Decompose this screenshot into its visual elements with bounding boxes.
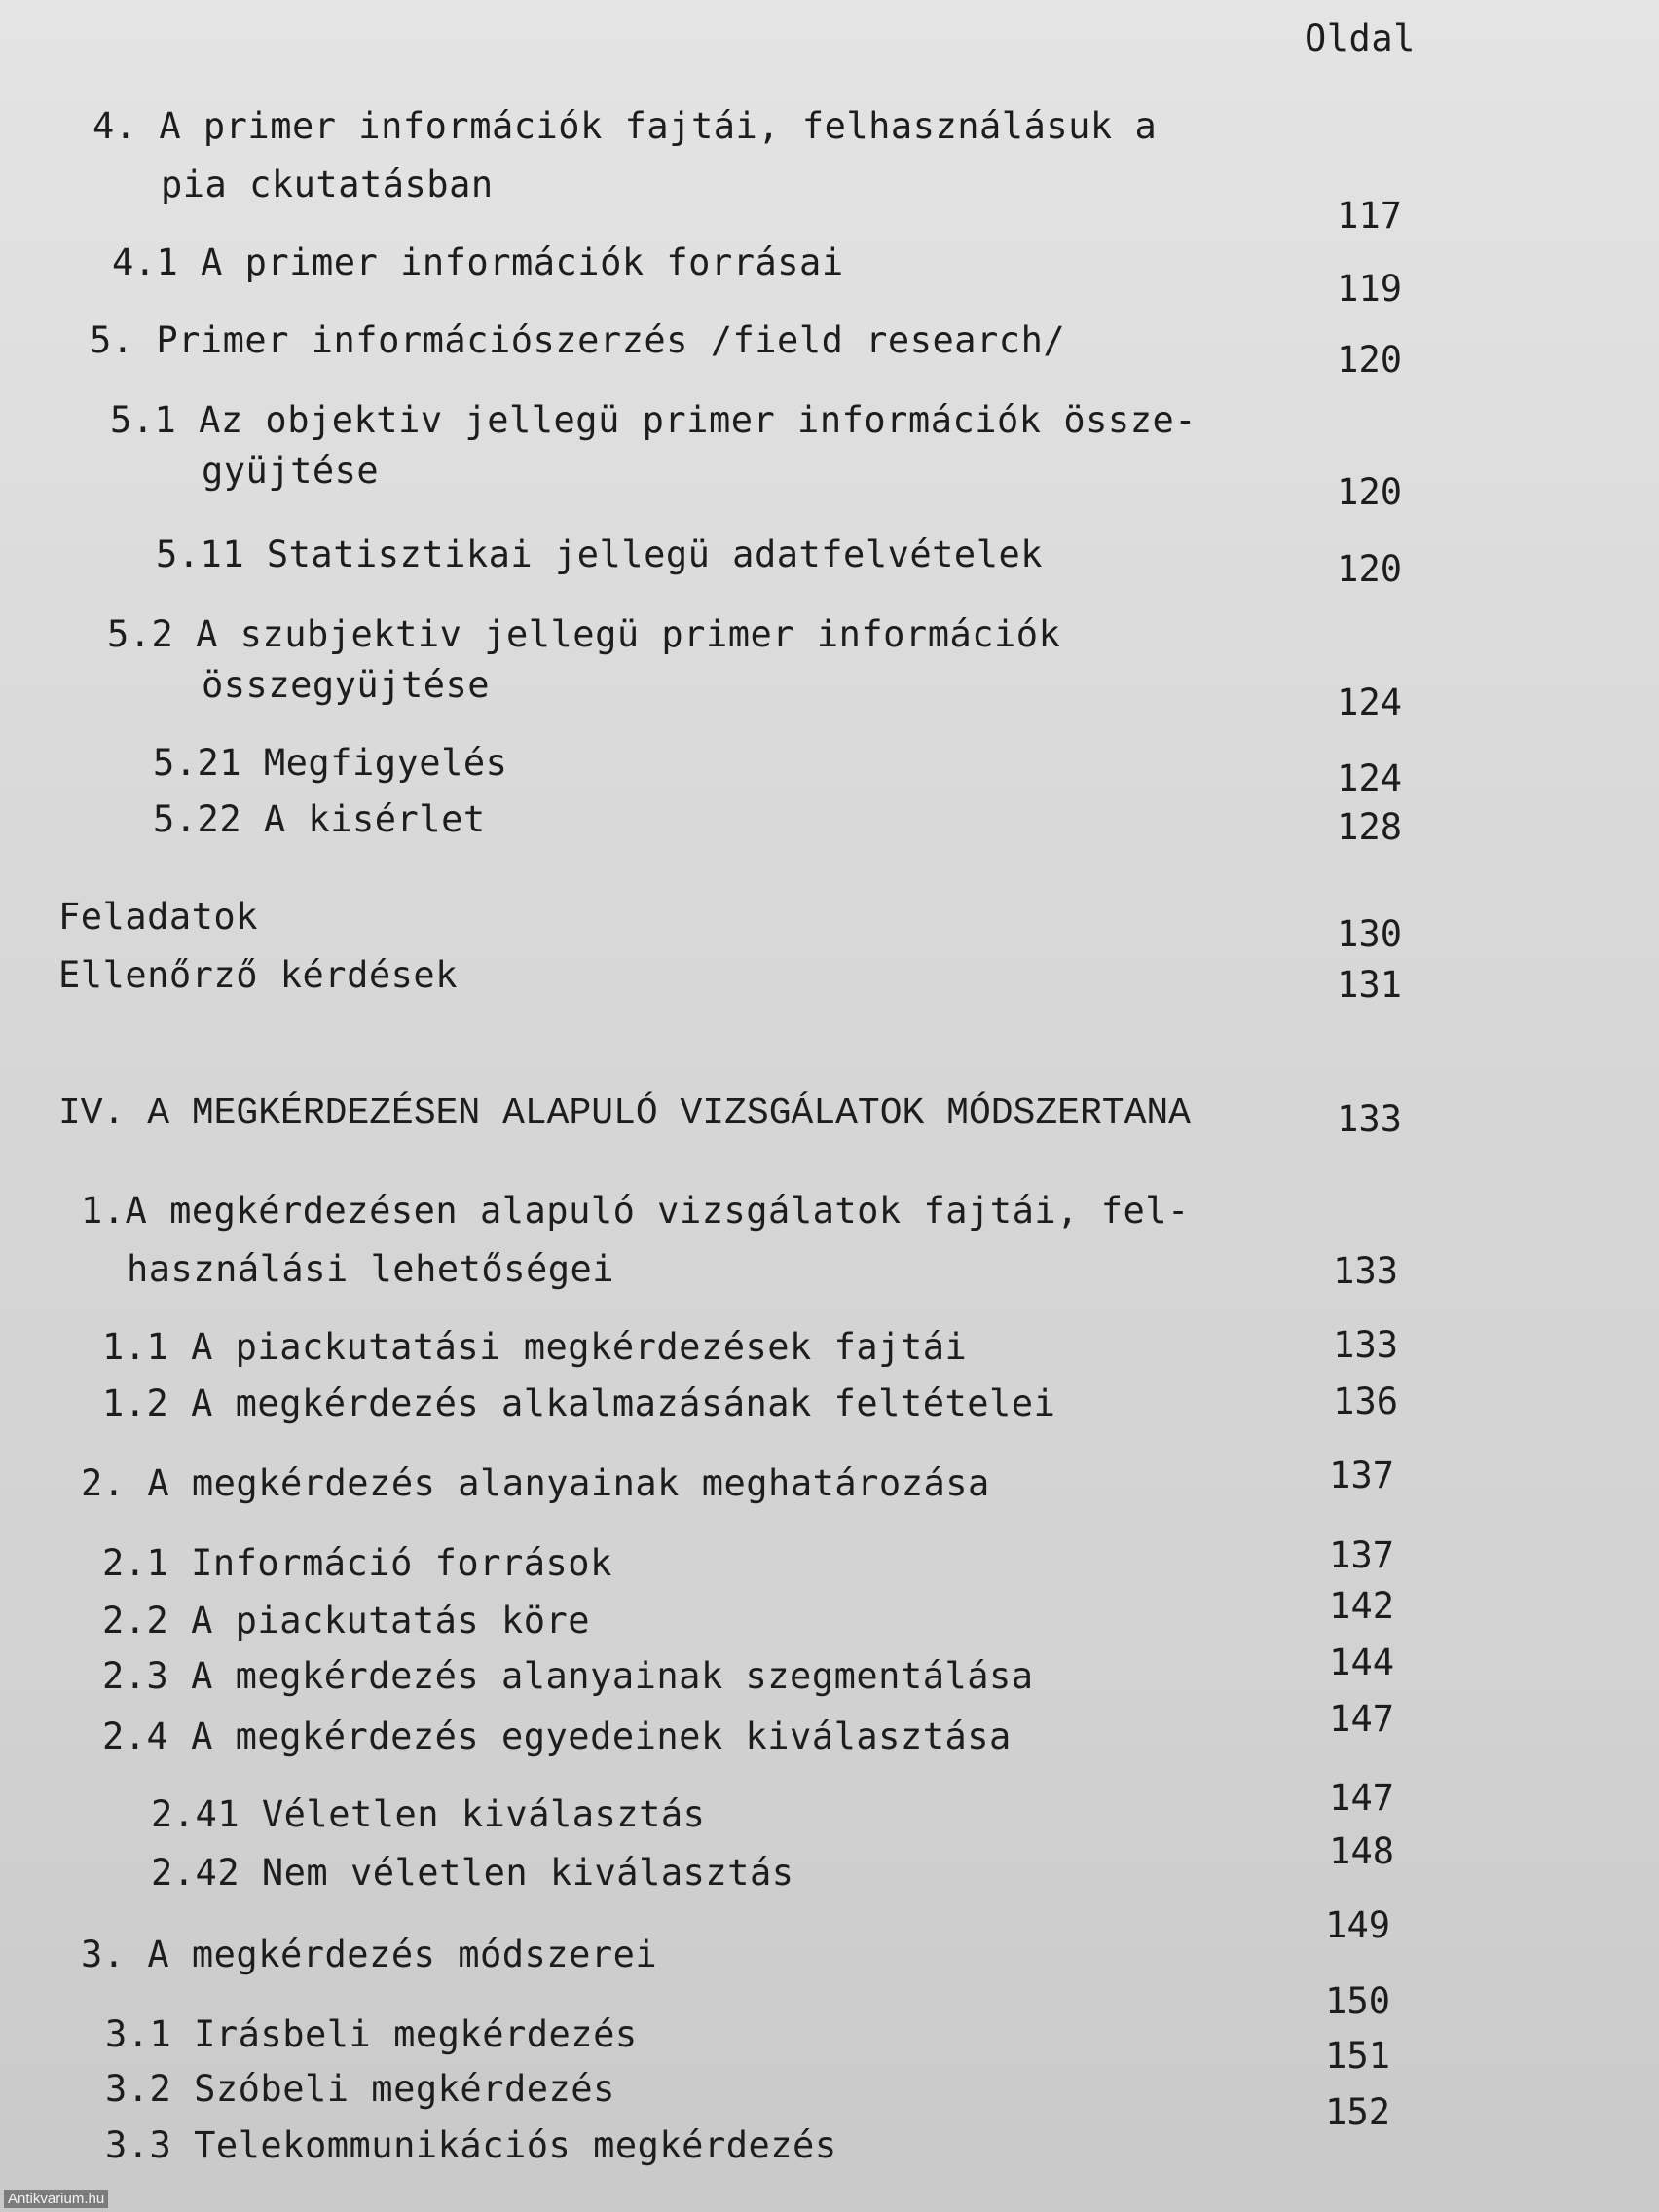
toc-page-iv-1-1: 133 — [1333, 1324, 1398, 1366]
toc-entry-iv-3-3: 3.3 Telekommunikációs megkérdezés — [105, 2124, 837, 2166]
toc-entry-5-11: 5.11 Statisztikai jellegü adatfelvételek — [156, 534, 1044, 575]
toc-chapter-iv: IV. A MEGKÉRDEZÉSEN ALAPULÓ VIZSGÁLATOK MÓDSZERTANA — [58, 1092, 1191, 1134]
toc-page-5-2: 124 — [1337, 682, 1402, 723]
toc-entry-iv-2-1: 2.1 Információ források — [102, 1542, 612, 1584]
toc-page-iv-3-1: 150 — [1325, 1980, 1390, 2022]
toc-entry-5-2: 5.2 A szubjektiv jellegü primer információk — [107, 613, 1061, 655]
toc-page-ellenorzo: 131 — [1337, 964, 1402, 1006]
toc-page-4: 117 — [1337, 195, 1402, 237]
toc-page-5-22: 128 — [1337, 806, 1402, 848]
toc-page-5-21: 124 — [1337, 757, 1402, 799]
toc-page-iv-1-2: 136 — [1333, 1381, 1398, 1422]
toc-entry-iv-2: 2. A megkérdezés alanyainak meghatározása — [81, 1462, 990, 1504]
toc-entry-iv-2-41: 2.41 Véletlen kiválasztás — [151, 1793, 706, 1835]
toc-page-5-1: 120 — [1337, 471, 1402, 513]
toc-page-iv-1: 133 — [1333, 1250, 1398, 1292]
toc-entry-5-1-cont: gyüjtése — [202, 450, 380, 492]
toc-entry-5-21: 5.21 Megfigyelés — [153, 742, 508, 784]
toc-page-iv-2-41: 147 — [1329, 1777, 1394, 1819]
toc-entry-iv-1-2: 1.2 A megkérdezés alkalmazásának feltételei — [102, 1382, 1056, 1424]
toc-page-iv-3-3: 152 — [1325, 2091, 1390, 2133]
toc-page-4-1: 119 — [1337, 268, 1402, 310]
toc-page-iv-2-3: 144 — [1329, 1641, 1394, 1683]
watermark-text: Antikvarium.hu — [4, 2190, 108, 2208]
toc-entry-4-cont: pia ckutatásban — [161, 164, 494, 205]
toc-entry-4-1: 4.1 A primer információk forrásai — [112, 241, 844, 283]
toc-page-iv-2-4: 147 — [1329, 1698, 1394, 1740]
toc-entry-iv-2-42: 2.42 Nem véletlen kiválasztás — [151, 1852, 794, 1894]
toc-entry-feladatok: Feladatok — [58, 896, 258, 938]
toc-page-chapter-iv: 133 — [1337, 1098, 1402, 1140]
toc-entry-iv-1-1: 1.1 A piackutatási megkérdezések fajtái — [102, 1326, 968, 1368]
toc-entry-iv-3-1: 3.1 Irásbeli megkérdezés — [105, 2013, 638, 2055]
toc-entry-5-22: 5.22 A kisérlet — [153, 798, 486, 840]
toc-entry-5: 5. Primer információszerzés /field research/ — [90, 319, 1066, 361]
toc-entry-iv-3: 3. A megkérdezés módszerei — [81, 1934, 658, 1975]
toc-entry-ellenorzo: Ellenőrző kérdések — [58, 954, 458, 996]
toc-entry-5-1: 5.1 Az objektiv jellegü primer információk össze- — [110, 399, 1198, 441]
toc-entry-iv-1-cont: használási lehetőségei — [127, 1248, 615, 1290]
toc-entry-iv-2-3: 2.3 A megkérdezés alanyainak szegmentálása — [102, 1655, 1034, 1697]
toc-page-iv-2-1: 137 — [1329, 1534, 1394, 1576]
toc-entry-iv-3-2: 3.2 Szóbeli megkérdezés — [105, 2068, 615, 2110]
toc-page-iv-2: 137 — [1329, 1455, 1394, 1496]
toc-page-iv-3-2: 151 — [1325, 2035, 1390, 2077]
toc-page-feladatok: 130 — [1337, 913, 1402, 955]
toc-entry-4: 4. A primer információk fajtái, felhasználásuk a — [92, 105, 1158, 147]
toc-entry-5-2-cont: összegyüjtése — [202, 664, 491, 706]
toc-page-5-11: 120 — [1337, 548, 1402, 590]
page-column-header: Oldal — [1305, 18, 1416, 59]
toc-page-iv-3: 149 — [1325, 1904, 1390, 1946]
toc-page-iv-2-42: 148 — [1329, 1830, 1394, 1872]
toc-page-5: 120 — [1337, 339, 1402, 381]
toc-entry-iv-2-2: 2.2 A piackutatás köre — [102, 1600, 591, 1641]
toc-entry-iv-2-4: 2.4 A megkérdezés egyedeinek kiválasztása — [102, 1715, 1012, 1757]
toc-page-iv-2-2: 142 — [1329, 1585, 1394, 1627]
toc-entry-iv-1: 1.A megkérdezésen alapuló vizsgálatok fajtái, fel- — [81, 1190, 1190, 1232]
